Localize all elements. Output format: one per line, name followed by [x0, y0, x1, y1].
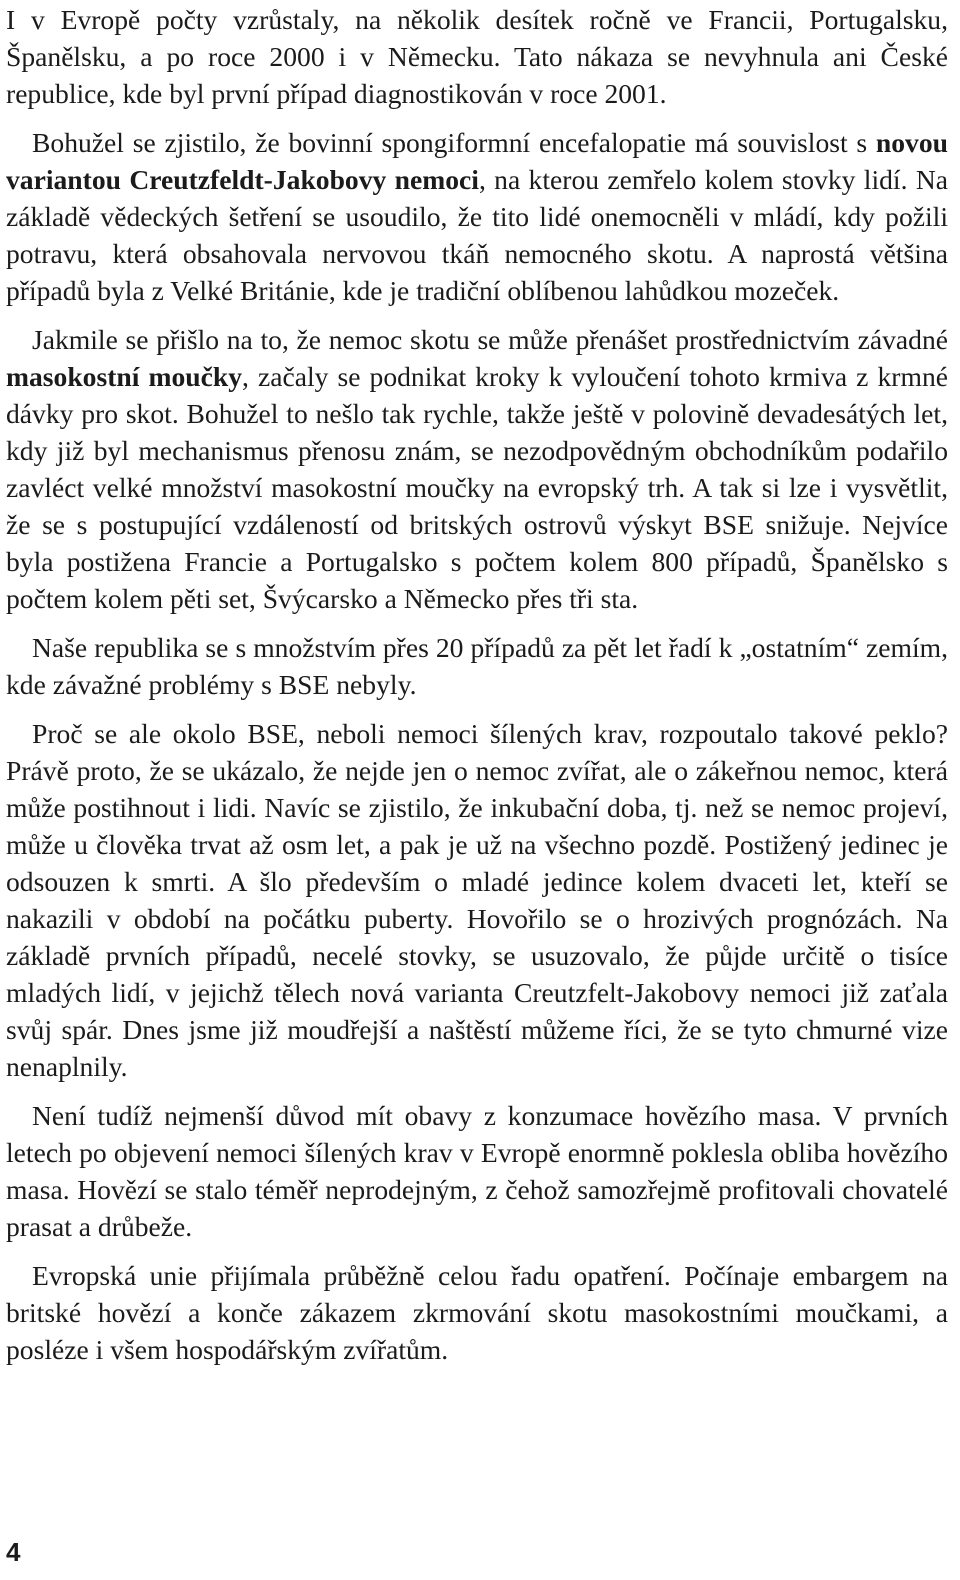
paragraph-2-text-end: , na kterou zemřelo kolem stovky lidí. Na základě vědeckých šetření se usoudilo, že tito lidé onemocněli v mládí, kdy požili potravu, která obsahovala nervovou tkáň nemocného skotu. A naprostá většina případů byla z Velké Británie, kde je tradiční oblíbenou lahůdkou mozeček.	[6, 164, 949, 306]
paragraph-6-text: Není tudíž nejmenší důvod mít obavy z konzumace hovězího masa. V prvních letech po objevení nemoci šílených krav v Evropě enormně poklesla obliba hovězího masa. Hovězí se stalo téměř neprodejným, z čehož samozřejmě profitovali chovatelé prasat a drůbeže.	[6, 1100, 948, 1242]
page-number: 4	[6, 1537, 21, 1567]
paragraph-5	[6, 715, 948, 1085]
paragraph-4	[6, 629, 948, 703]
paragraph-2-text-start: Bohužel se zjistilo, že bovinní spongiformní encefalopatie má souvislost s	[32, 127, 876, 158]
paragraph-4-text: Naše republika se s množstvím přes 20 případů za pět let řadí k „ostatním“ zemím, kde závažné problémy s BSE nebyly.	[6, 632, 948, 700]
variant-cjd-emphasis: novou variantou Creutzfeldt-Jakobovy nemoci	[6, 127, 948, 195]
paragraph-3-text-end: , začaly se podnikat kroky k vyloučení tohoto krmiva z krmné dávky pro skot. Bohužel to nešlo tak rychle, takže ještě v polovině devadesátých let, kdy již byl mechanismus přenosu znám, se nezodpovědným obchodníkům podařilo zavléct velké množství masokostní moučky na evropský trh. A tak si lze i vysvětlit, že se s postupující vzdáleností od britských ostrovů výskyt BSE snižuje. Nejvíce byla postižena Francie a Portugalsko s počtem kolem 800 případů, Španělsko s počtem kolem pěti set, Švýcarsko a Německo přes tři sta.	[6, 361, 948, 614]
paragraph-3	[6, 321, 948, 617]
paragraph-6	[6, 1097, 948, 1245]
paragraph-1	[6, 1, 948, 112]
paragraph-7	[6, 1257, 948, 1368]
paragraph-5-text: Proč se ale okolo BSE, neboli nemoci šílených krav, rozpoutalo takové peklo? Právě proto, že se ukázalo, že nejde jen o nemoc zvířat, ale o zákeřnou nemoc, která může postihnout i lidi. Navíc se zjistilo, že inkubační doba, tj. než se nemoc projeví, může u člověka trvat až osm let, a pak je už na všechno pozdě. Postižený jedinec je odsouzen k smrti. A šlo především o mladé jedince kolem dvaceti let, kteří se nakazili v období na počátku puberty. Hovořilo se o hrozivých prognózách. Na základě prvních případů, necelé stovky, se usuzovalo, že půjde určitě o tisíce mladých lidí, v jejichž tělech nová varianta Creutzfelt-Jakobovy nemoci již zaťala svůj spár. Dnes jsme již moudřejší a naštěstí můžeme říci, že se tyto chmurné vize nenaplnily.	[6, 718, 948, 1082]
paragraph-1-text: I v Evropě počty vzrůstaly, na několik desítek ročně ve Francii, Portugalsku, Španělsku, a po roce 2000 i v Německu. Tato nákaza se nevyhnula ani České republice, kde byl první případ diagnostikován v roce 2001.	[6, 4, 948, 109]
paragraph-3-text-start: Jakmile se přišlo na to, že nemoc skotu se může přenášet prostřednictvím závadné	[32, 324, 948, 355]
meat-bone-meal-emphasis: masokostní moučky	[6, 361, 242, 392]
paragraph-7-text: Evropská unie přijímala průběžně celou řadu opatření. Počínaje embargem na britské hovězí a konče zákazem zkrmování skotu masokostními moučkami, a posléze i všem hospodářským zvířatům.	[6, 1260, 948, 1365]
document-page	[6, 0, 948, 1368]
paragraph-2	[6, 124, 948, 309]
